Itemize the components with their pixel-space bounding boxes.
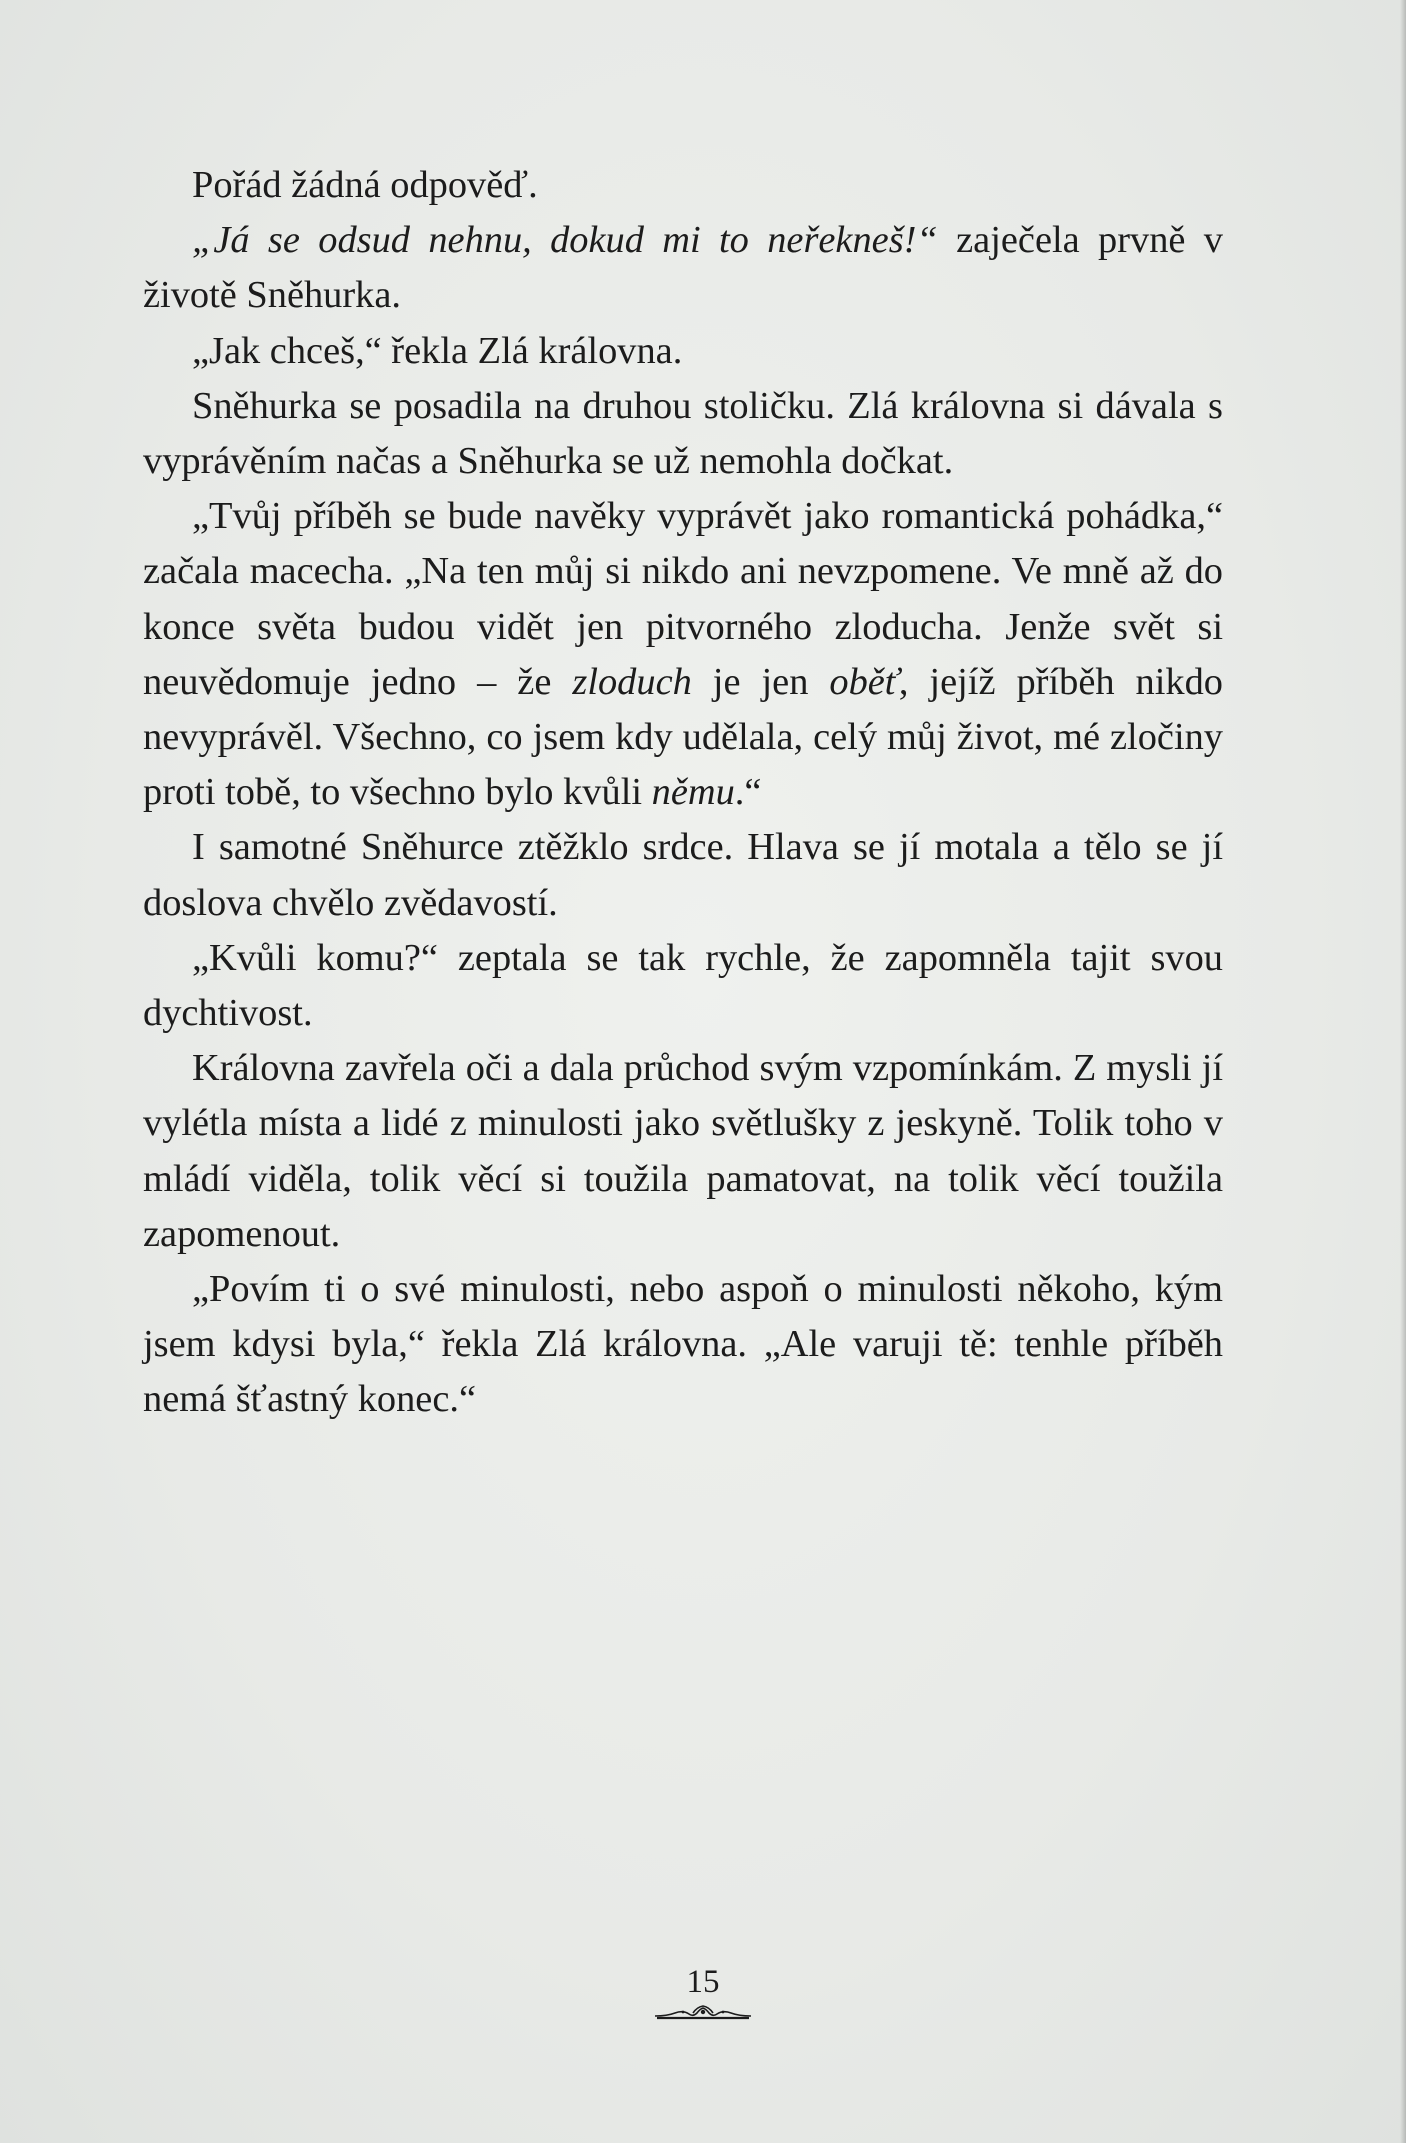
flourish-ornament-icon xyxy=(653,2004,753,2020)
text-run: zaječela prvně v životě Sněhurka. xyxy=(143,219,1223,317)
paragraph-3 xyxy=(143,324,1223,379)
paragraph-2 xyxy=(143,213,1223,323)
text-run-italic: němu xyxy=(651,771,735,814)
paragraph-8 xyxy=(143,1041,1223,1262)
paragraph-6 xyxy=(143,820,1223,930)
text-run: „Kvůli komu?“ zeptala se tak rychle, že zapomněla tajit svou dychtivost. xyxy=(143,936,1223,1035)
text-run: Sněhurka se posadila na druhou stoličku. Zlá královna si dávala s vyprávěním načas a Sněhurka se už nemohla dočkat. xyxy=(143,384,1223,483)
text-run: Pořád žádná odpověď. xyxy=(192,164,538,206)
text-run-italic: zloduch xyxy=(572,660,692,703)
text-run-italic: „Já se odsud nehnu, dokud mi to neřekneš!“ xyxy=(192,219,938,262)
text-run: .“ xyxy=(734,771,762,814)
paragraph-1 xyxy=(143,158,1223,213)
paragraph-7 xyxy=(143,931,1223,1041)
paragraph-9 xyxy=(143,1262,1223,1428)
text-run: Královna zavřela oči a dala průchod svým vzpomínkám. Z mysli jí vylétla místa a lidé z minulosti jako světlušky z jeskyně. Tolik toho v mládí viděla, tolik věcí si toužila pamatovat, na tolik věcí toužila zapomenout. xyxy=(143,1047,1223,1255)
page-footer xyxy=(0,1962,1406,2020)
page-number: 15 xyxy=(686,1964,720,2000)
body-text xyxy=(143,158,1223,1428)
text-run-italic: oběť xyxy=(829,660,899,703)
text-run: „Povím ti o své minulosti, nebo aspoň o minulosti někoho, kým jsem kdysi byla,“ řekla Zlá královna. „Ale varuji tě: tenhle příběh nemá šťastný konec.“ xyxy=(143,1268,1223,1421)
paragraph-5 xyxy=(143,489,1223,820)
paragraph-4 xyxy=(143,379,1223,489)
text-run: I samotné Sněhurce ztěžklo srdce. Hlava se jí motala a tělo se jí doslova chvělo zvědavostí. xyxy=(143,826,1223,924)
text-run: je jen xyxy=(691,660,830,703)
text-run: „Tvůj příběh se bude navěky vyprávět jako romantická pohádka,“ začala macecha. „Na ten můj si nikdo ani nevzpomene. Ve mně až do konce světa budou vidět jen pitvorného zloducha. Jenže svět si neuvědomuje jedno – že xyxy=(143,495,1223,703)
text-run: „Jak chceš,“ řekla Zlá královna. xyxy=(192,329,683,372)
text-run: , jejíž příběh nikdo nevyprávěl. Všechno, co jsem kdy udělala, celý můj život, mé zločiny proti tobě, to všechno bylo kvůli xyxy=(143,660,1223,814)
